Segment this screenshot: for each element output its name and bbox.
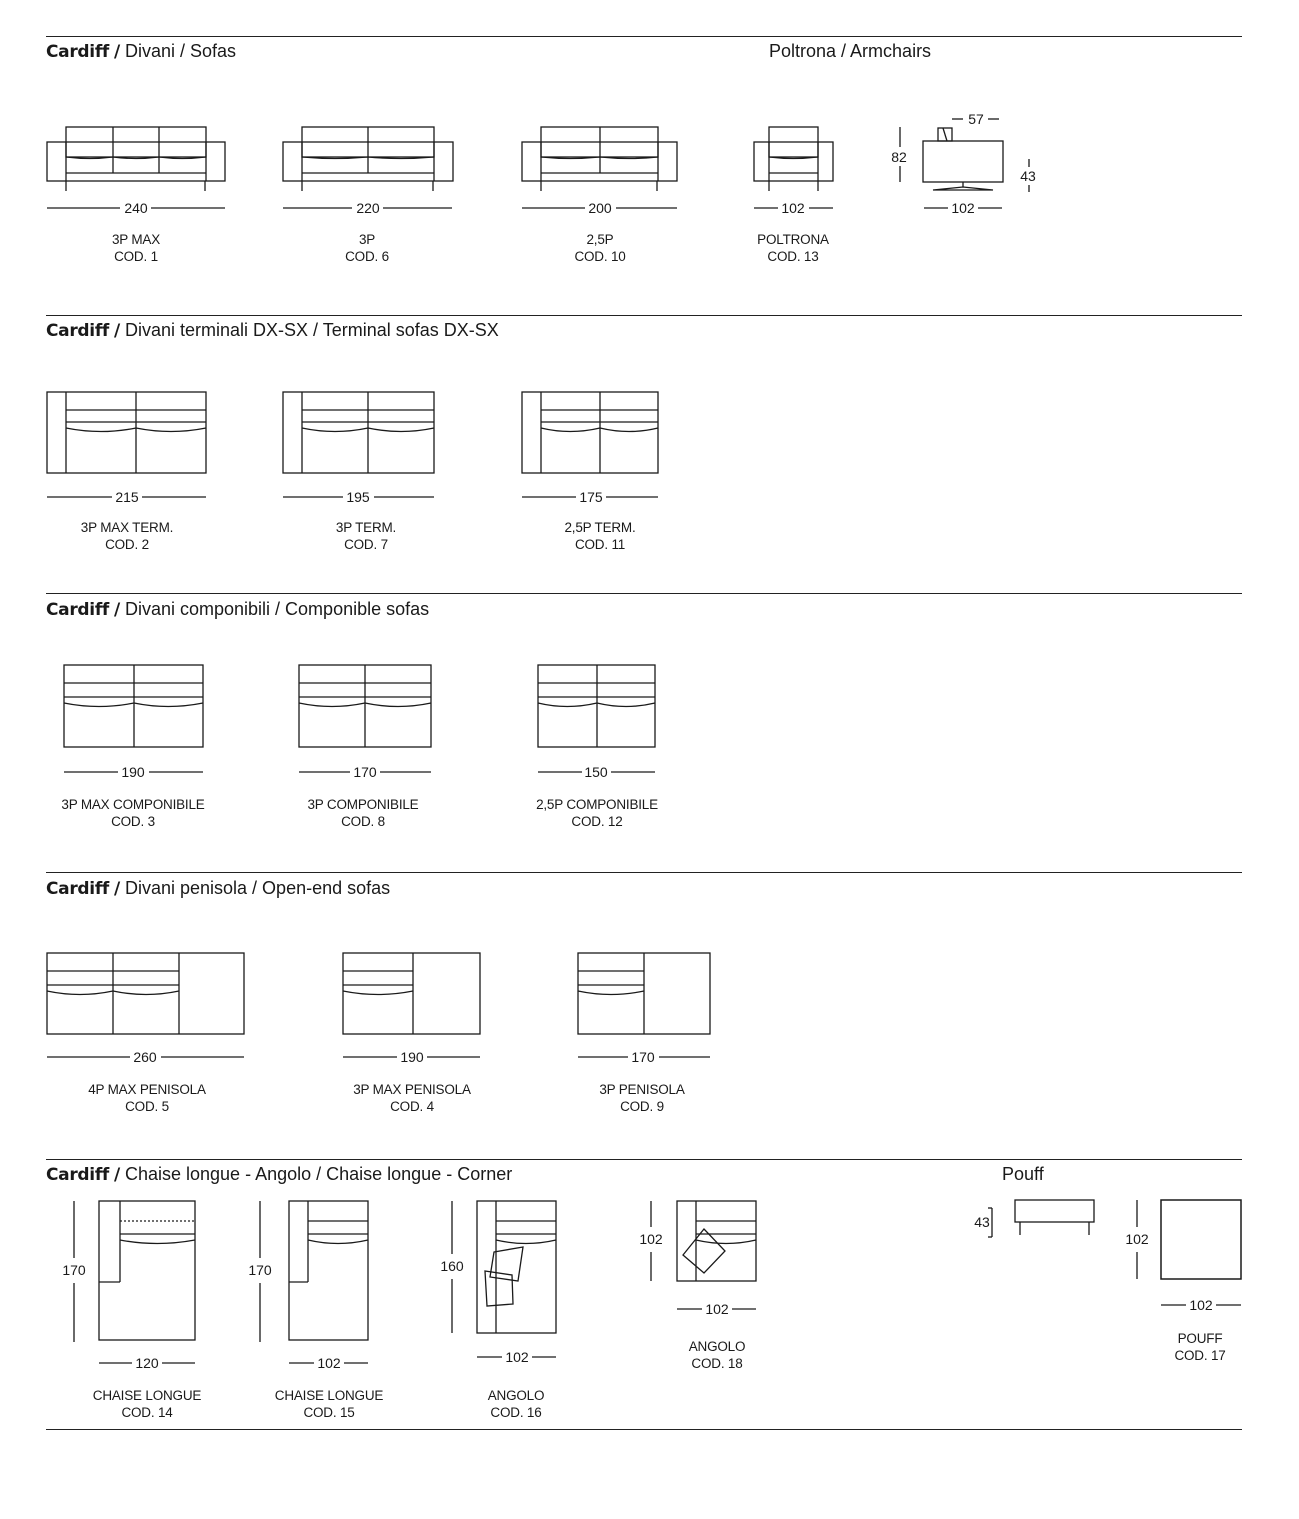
pouff-side-view	[988, 1200, 1094, 1237]
dim-value: 220	[356, 200, 380, 216]
dim-value: 102	[705, 1301, 729, 1317]
dim-value: 170	[62, 1262, 86, 1278]
product-label-cod5: 4P MAX PENISOLA COD. 5	[88, 1082, 206, 1114]
brand-slash: /	[114, 600, 120, 620]
corner-160	[477, 1201, 556, 1333]
dim-value: 102	[781, 200, 805, 216]
product-label-cod2: 3P MAX TERM. COD. 2	[80, 520, 174, 552]
dim-value: 102	[639, 1231, 663, 1247]
brand-slash: /	[114, 321, 120, 341]
componible-sofa-3p-max	[64, 665, 203, 747]
dim-value: 240	[124, 200, 148, 216]
section-subheader-armchairs: Poltrona / Armchairs	[769, 41, 932, 61]
section-subheader-pouff: Pouff	[1002, 1164, 1044, 1184]
dim-value: 170	[631, 1049, 655, 1065]
dim-value: 170	[353, 764, 377, 780]
dim-value: 260	[133, 1049, 157, 1065]
product-label-cod15: CHAISE LONGUE COD. 15	[274, 1388, 384, 1420]
dim-value: 195	[346, 489, 370, 505]
armchair-front	[754, 127, 833, 191]
pouff-top-view	[1161, 1200, 1241, 1279]
section-title: Divani componibili / Componible sofas	[124, 599, 430, 619]
product-label-cod10: 2,5P COD. 10	[574, 232, 626, 264]
section-title: Divani terminali DX-SX / Terminal sofas DX-SX	[124, 320, 499, 340]
dim-value: 102	[505, 1349, 529, 1365]
chaise-longue-102	[289, 1201, 368, 1340]
section-title: Chaise longue - Angolo / Chaise longue - Corner	[124, 1164, 513, 1184]
sofa-front-2-5p	[522, 127, 677, 191]
dim-value: 175	[579, 489, 603, 505]
dim-value: 170	[248, 1262, 272, 1278]
dim-value: 160	[440, 1258, 464, 1274]
brand-slash: /	[114, 1165, 120, 1185]
dim-value: 102	[1189, 1297, 1213, 1313]
brand-name: Cardiff	[46, 1165, 110, 1185]
chaise-longue-120	[99, 1201, 195, 1340]
armchair-side-view	[900, 119, 1029, 208]
product-label-cod9: 3P PENISOLA COD. 9	[599, 1082, 685, 1114]
product-label-cod18: ANGOLO COD. 18	[688, 1339, 746, 1371]
product-label-cod8: 3P COMPONIBILE COD. 8	[307, 797, 419, 829]
brand-name: Cardiff	[46, 321, 110, 341]
open-end-sofa-3p-max	[343, 953, 480, 1034]
product-label-cod3: 3P MAX COMPONIBILE COD. 3	[61, 797, 205, 829]
product-label-cod12: 2,5P COMPONIBILE COD. 12	[536, 797, 658, 829]
product-label-cod7: 3P TERM. COD. 7	[335, 520, 397, 552]
product-label-cod4: 3P MAX PENISOLA COD. 4	[353, 1082, 471, 1114]
product-label-cod16: ANGOLO COD. 16	[487, 1388, 545, 1420]
product-label-cod14: CHAISE LONGUE COD. 14	[92, 1388, 202, 1420]
product-label-cod1: 3P MAX COD. 1	[111, 232, 161, 264]
brand-name: Cardiff	[46, 879, 110, 899]
open-end-sofa-3p	[578, 953, 710, 1034]
brand-slash: /	[114, 42, 120, 62]
product-label-cod6: 3P COD. 6	[345, 232, 389, 264]
dim-value: 190	[400, 1049, 424, 1065]
terminal-sofa-3p-max	[47, 392, 206, 473]
brand-name: Cardiff	[46, 600, 110, 620]
section-title: Divani / Sofas	[124, 41, 237, 61]
dim-value: 43	[974, 1214, 990, 1230]
terminal-sofa-2-5p	[522, 392, 658, 473]
dim-value: 120	[135, 1355, 159, 1371]
dim-value: 102	[317, 1355, 341, 1371]
sofa-front-3p-max	[47, 127, 225, 191]
brand-slash: /	[114, 879, 120, 899]
open-end-sofa-4p-max	[47, 953, 244, 1034]
dim-value: 190	[121, 764, 145, 780]
sofa-front-3p	[283, 127, 453, 191]
componible-sofa-2-5p	[538, 665, 655, 747]
dim-value: 102	[1125, 1231, 1149, 1247]
section-title: Divani penisola / Open-end sofas	[124, 878, 391, 898]
dim-value: 150	[584, 764, 608, 780]
product-label-cod11: 2,5P TERM. COD. 11	[564, 520, 636, 552]
dim-value: 102	[951, 200, 975, 216]
dim-value: 215	[115, 489, 139, 505]
product-label-cod17: POUFF COD. 17	[1174, 1331, 1226, 1363]
componible-sofa-3p	[299, 665, 431, 747]
terminal-sofa-3p	[283, 392, 434, 473]
dim-value: 43	[1020, 168, 1036, 184]
corner-102	[677, 1201, 756, 1281]
dim-value: 200	[588, 200, 612, 216]
product-label-cod13: POLTRONA COD. 13	[757, 232, 829, 264]
brand-name: Cardiff	[46, 42, 110, 62]
dim-value: 82	[891, 149, 907, 165]
dim-value: 57	[968, 111, 984, 127]
